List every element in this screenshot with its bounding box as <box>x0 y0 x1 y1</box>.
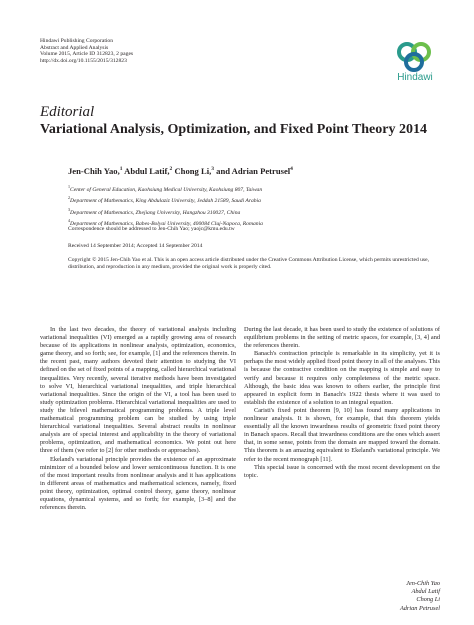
author: and Adrian Petrusel <box>216 165 291 176</box>
affiliation-list <box>68 183 448 228</box>
doi-link[interactable]: http://dx.doi.org/10.1155/2015/312823 <box>40 57 127 64</box>
signature: Jen-Chih Yao <box>406 580 440 587</box>
affiliation: $^1$Center of General Education, Kaohsiung Medical University, Kaohsiung 807, Taiwan <box>68 184 263 193</box>
article-dates: Received 14 September 2014; Accepted 14 September 2014 <box>68 243 203 249</box>
affiliation: $^2$Department of Mathematics, King Abdulaziz University, Jeddah 21589, Saudi Arabia <box>68 195 261 205</box>
paragraph: Ekeland's variational principle provides the existence of an approximate minimizer of a bounded below and lower semicontinuous function. It is one of the most important results from nonlinear analysis and it has applications in different areas of mathematics and mathematical sciences, namely, fixed point theory, optimization, optimal control theory, game theory, nonlinear equations, dynamical systems, and so forth; for example, [3–8] and the references therein. <box>40 455 236 512</box>
article-title: Variational Analysis, Optimization, and Fixed Point Theory 2014 <box>40 122 427 137</box>
signature: Chong Li <box>416 596 440 604</box>
body-column-left <box>40 326 236 512</box>
paragraph: Caristi's fixed point theorem [9, 10] has found many applications in nonlinear analysis. It is shown, for example, that this theorem yields essentially all the known inwardness results of geometric fixed point theory in Banach spaces. Recall that inwardness conditions are the ones which assert that, in some sense, points from the domain are mapped toward the domain. This theorem is an amazing equivalent to Ekeland's variational principle. We refer to the recent monograph [11]. <box>244 406 440 463</box>
copyright-notice: Copyright © 2015 Jen-Chih Yao et al. This is an open access article distributed under the Creative Commons Attribution License, which permits unrestricted use, distribution, and reproduction in any medium, provided the original work is properly cited. <box>68 257 429 271</box>
journal-name: Abstract and Applied Analysis <box>40 44 109 51</box>
volume-line: Volume 2015, Article ID 312823, 2 pages <box>40 51 134 58</box>
author: Chong Li, <box>174 165 212 176</box>
publisher: Hindawi Publishing Corporation <box>40 38 114 44</box>
author-sup: 3 <box>211 166 214 172</box>
author-sup: 2 <box>169 166 173 172</box>
author: Jen-Chih Yao, <box>68 165 120 176</box>
signature: Adrian Petrusel <box>399 604 440 612</box>
author-sup: 4 <box>290 166 293 172</box>
author-list <box>68 164 448 177</box>
author-sup: 1 <box>119 166 123 172</box>
article-kind: Editorial <box>40 104 95 120</box>
affiliation: $^4$Department of Mathematics, Babes-Bolyai University, 400084 Cluj-Napoca, Romania <box>68 217 263 227</box>
signature: Abdul Latif <box>411 588 440 596</box>
author: Abdul Latif, <box>124 165 170 176</box>
affiliation: $^3$Department of Mathematics, Zhejiang University, Hangzhou 310027, China <box>68 206 241 216</box>
journal-info <box>40 38 240 64</box>
paragraph: In the last two decades, the theory of variational analysis including variational inequalities (VI) emerged as a rapidly growing area of research because of its applications in nonlinear analysis, optimization, economics, game theory, and so forth; see, for example, [1] and the references therein. In the recent past, many authors devoted their attention to studying the VI defined on the set of fixed points of a mapping, called hierarchical variational inequalities. Very recently, several iterative methods have been investigated to solve VI, hierarchical variational inequalities, and triple hierarchical variational inequalities. Since the origin of the VI, a tool has been used to study optimization problems. Hierarchical variational inequalities are used to study the bilevel mathematical programming problems. A triple level mathematical programming problem can be studied by using triple hierarchical variational inequalities. Several abstract results in nonlinear analysis are of special interest and applicability in the theory of variational problems, optimization, and mathematical economics. We point out here three of them (we refer to [2] for other methods or approaches). <box>40 326 236 455</box>
paragraph: During the last decade, it has been used to study the existence of solutions of equilibrium problems in the setting of metric spaces, for example, [3, 4] and the references therein. <box>244 326 440 350</box>
correspondence: Correspondence should be addressed to Jen-Chih Yao; yaojc@kmu.edu.tw <box>68 226 235 232</box>
body-column-right <box>244 326 440 480</box>
editor-signatures <box>300 580 440 613</box>
paragraph: Banach's contraction principle is remarkable in its simplicity, yet it is perhaps the most widely applied fixed point theory in all of the analyses. This is because the contractive condition on the mapping is simple and easy to verify and because it requires only completeness of the metric space. Although, the basic idea was known to others earlier, the principle first appeared in explicit form in Banach's 1922 thesis where it was used to establish the existence of a solution to an integral equation. <box>244 350 440 406</box>
paragraph: This special issue is concerned with the most recent development on the topic. <box>244 463 440 479</box>
logo-wordmark: Hindawi <box>397 72 433 83</box>
